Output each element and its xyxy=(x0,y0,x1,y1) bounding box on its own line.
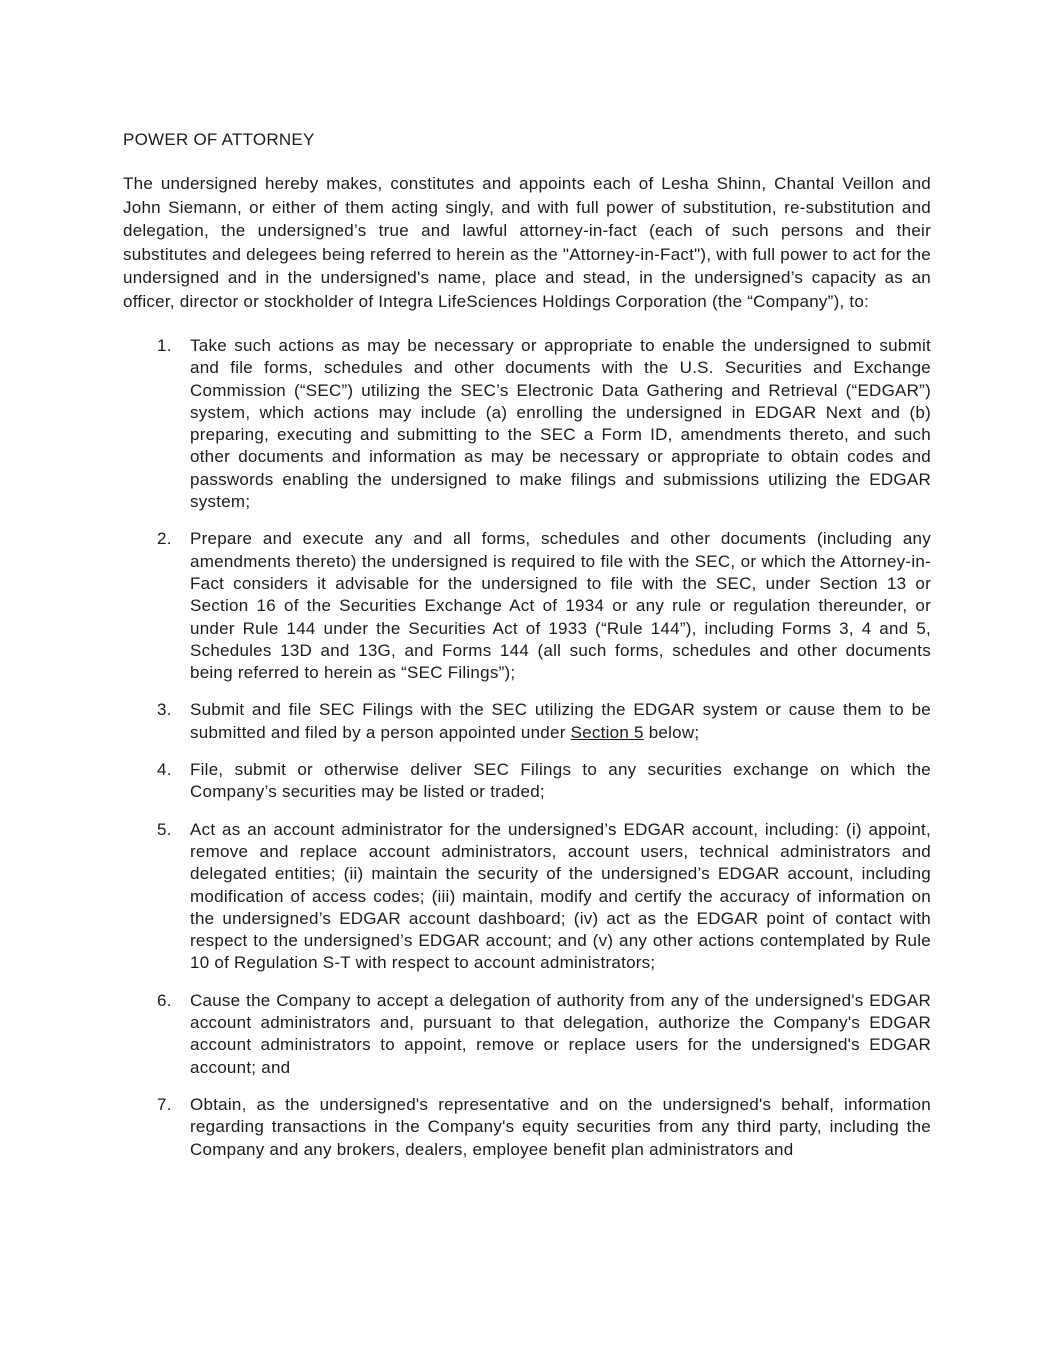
list-item-number: 5. xyxy=(157,819,172,839)
list-item-text: Prepare and execute any and all forms, schedules and other documents (including any amendments thereto) the undersigned is required to file with the SEC, or which the Attorney-in-Fact considers it advisable for the undersigned to file with the SEC, under Section 13 or Section 16 of the Securities Exchange Act of 1934 or any rule or regulation thereunder, or under Rule 144 under the Securities Act of 1933 (“Rule 144”), including Forms 3, 4 and 5, Schedules 13D and 13G, and Forms 144 (all such forms, schedules and other documents being referred to herein as “SEC Filings”); xyxy=(190,529,931,683)
list-item-number: 1. xyxy=(157,336,172,355)
list-item-2 xyxy=(123,528,931,684)
list-item-7 xyxy=(123,1094,931,1161)
list-item-text: File, submit or otherwise deliver SEC Filings to any securities exchange on which the Company’s securities may be listed or traded; xyxy=(190,760,931,802)
list-item-number: 6. xyxy=(157,990,172,1010)
list-item-4 xyxy=(123,759,931,804)
list-item-text xyxy=(190,699,931,744)
list-item-text: Take such actions as may be necessary or appropriate to enable the undersigned to submit and file forms, schedules and other documents with the U.S. Securities and Exchange Commission (“SEC”) utilizing the SEC’s Electronic Data Gathering and Retrieval (“EDGAR”) system, which actions may include (a) enrolling the undersigned in EDGAR Next and (b) preparing, executing and submitting to the SEC a Form ID, amendments thereto, and such other documents and information as may be necessary or appropriate to obtain codes and passwords enabling the undersigned to make filings and submissions utilizing the EDGAR system; xyxy=(190,336,931,512)
list-item-number: 2. xyxy=(157,529,172,549)
list-item-text-pre: Submit and file SEC Filings with the SEC utilizing the EDGAR system or cause them to be submitted and filed by a person appointed under xyxy=(190,700,931,742)
list-item-6 xyxy=(123,990,931,1079)
list-item-text-post: below; xyxy=(643,722,700,742)
list-item-5 xyxy=(123,819,931,975)
list-item-3 xyxy=(123,699,931,744)
list-item-number: 4. xyxy=(157,760,172,780)
list-item-1 xyxy=(123,335,931,513)
list-item-text: Cause the Company to accept a delegation of authority from any of the undersigned's EDGAR account administrators and, pursuant to that delegation, authorize the Company's EDGAR account administrators to appoint, remove or replace users for the undersigned's EDGAR account; and xyxy=(190,990,931,1077)
document-title: POWER OF ATTORNEY xyxy=(123,130,315,149)
section-5-reference: Section 5 xyxy=(570,722,644,742)
list-item-number: 3. xyxy=(157,700,172,720)
list-item-number: 7. xyxy=(157,1094,172,1114)
numbered-clause-list xyxy=(123,335,931,1161)
intro-paragraph: The undersigned hereby makes, constitutes and appoints each of Lesha Shinn, Chantal Veillon and John Siemann, or either of them acting singly, and with full power of substitution, re-substitution and delegation, the undersigned’s true and lawful attorney-in-fact (each of such persons and their substitutes and delegees being referred to herein as the "Attorney-in-Fact"), with full power to act for the undersigned and in the undersigned's name, place and stead, in the undersigned’s capacity as an officer, director or stockholder of Integra LifeSciences Holdings Corporation (the “Company”), to: xyxy=(123,174,931,311)
list-item-text: Obtain, as the undersigned's representative and on the undersigned's behalf, information regarding transactions in the Company's equity securities from any third party, including the Company and any brokers, dealers, employee benefit plan administrators and xyxy=(190,1094,931,1159)
list-item-text: Act as an account administrator for the undersigned’s EDGAR account, including: (i) appoint, remove and replace account administrators, account users, technical administrators and delegated entities; (ii) maintain the security of the undersigned’s EDGAR account, including modification of access codes; (iii) maintain, modify and certify the accuracy of information on the undersigned’s EDGAR account dashboard; (iv) act as the EDGAR point of contact with respect to the undersigned’s EDGAR account; and (v) any other actions contemplated by Rule 10 of Regulation S-T with respect to account administrators; xyxy=(190,819,931,973)
